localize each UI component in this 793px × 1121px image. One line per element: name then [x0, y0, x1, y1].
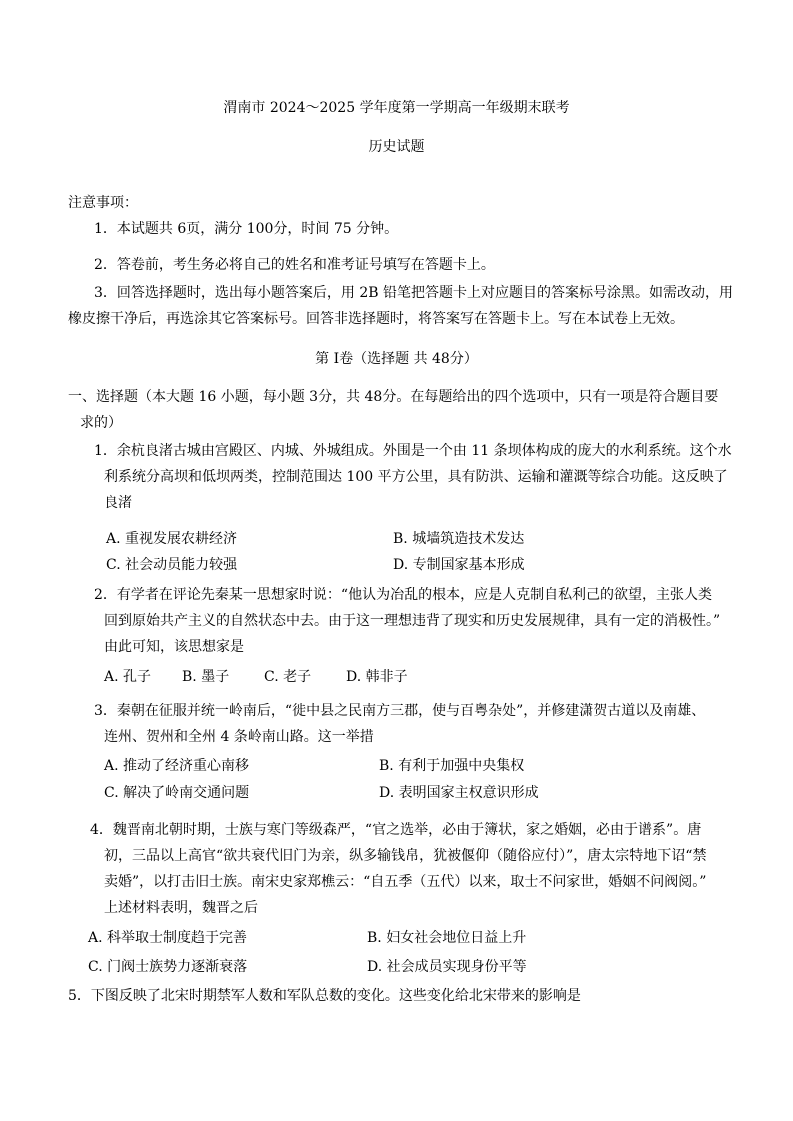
- exam-title: 渭南市 2024～2025 学年度第一学期高一年级期末联考: [223, 100, 570, 116]
- q1-option-c: C. 社会动员能力较强: [106, 557, 238, 573]
- q3-option-c: C. 解决了岭南交通问题: [104, 785, 250, 801]
- q2-line-3: 由此可知，该思想家是: [104, 639, 244, 655]
- q1-option-b: B. 城墙筑造技术发达: [393, 531, 525, 547]
- q2-option-d: D. 韩非子: [346, 669, 408, 685]
- notice-item-2: 2．答卷前，考生务必将自己的姓名和准考证号填写在答题卡上。: [94, 257, 495, 273]
- q4-line-1: 4．魏晋南北朝时期，士族与寒门等级森严，“官之选举，必由于簿状，家之婚姻，必由于谱系”。唐: [90, 822, 702, 838]
- q2-line-1: 2．有学者在评论先秦某一思想家时说：“他认为冶乱的根本，应是人克制自私利己的欲望，主张人类: [94, 587, 713, 603]
- q3-option-d: D. 表明国家主权意识形成: [379, 785, 539, 801]
- q1-line-3: 良渚: [104, 495, 132, 511]
- q4-option-b: B. 妇女社会地位日益上升: [367, 930, 527, 946]
- q3-line-2: 连州、贺州和全州 4 条岭南山路。这一举措: [104, 729, 374, 745]
- q2-option-a: A. 孔子: [104, 669, 152, 685]
- q2-line-2: 回到原始共产主义的自然状态中去。由于这一理想违背了现实和历史发展规律，具有一定的消极性。”: [104, 613, 721, 629]
- q4-option-a: A. 科举取士制度趋于完善: [88, 930, 248, 946]
- notice-item-3-cont: 橡皮擦干净后，再选涂其它答案标号。回答非选择题时，将答案写在答题卡上。写在本试卷上无效。: [68, 311, 684, 327]
- notice-heading: 注意事项：: [68, 195, 138, 211]
- section-heading-cont: 求的）: [80, 415, 122, 431]
- q3-line-1: 3．秦朝在征服并统一岭南后，“徙中县之民南方三郡，使与百粤杂处”，并修建潇贺古道以及南雄、: [94, 703, 706, 719]
- q4-option-c: C. 门阀士族势力逐渐衰落: [88, 959, 248, 975]
- q1-option-d: D. 专制国家基本形成: [393, 557, 525, 573]
- q3-option-b: B. 有利于加强中央集权: [379, 758, 525, 774]
- part1-title: 第 I卷（选择题 共 48分）: [315, 351, 478, 367]
- q2-option-b: B. 墨子: [182, 669, 230, 685]
- q4-option-d: D. 社会成员实现身份平等: [367, 959, 527, 975]
- subject-title: 历史试题: [368, 139, 425, 155]
- q4-line-3: 卖婚”，以打击旧士族。南宋史家郑樵云：“自五季（五代）以来，取士不问家世，婚姻不问阀阅。”: [104, 874, 707, 890]
- q1-line-1: 1．余杭良渚古城由宫殿区、内城、外城组成。外围是一个由 11 条坝体构成的庞大的水利系统。这个水: [94, 443, 732, 459]
- q5-line-1: 5．下图反映了北宋时期禁军人数和军队总数的变化。这些变化给北宋带来的影响是: [68, 988, 581, 1004]
- q4-line-4: 上述材料表明，魏晋之后: [104, 900, 258, 916]
- q3-option-a: A. 推动了经济重心南移: [104, 758, 250, 774]
- q2-option-c: C. 老子: [264, 669, 312, 685]
- q1-line-2: 利系统分高坝和低坝两类，控制范围达 100 平方公里，具有防洪、运输和灌溉等综合功能。这反映了: [104, 469, 728, 485]
- notice-item-3: 3．回答选择题时，选出每小题答案后，用 2B 铅笔把答题卡上对应题目的答案标号涂黑。如需改动，用: [94, 285, 734, 301]
- section-heading: 一、选择题（本大题 16 小题，每小题 3分，共 48分。在每题给出的四个选项中，只有一项是符合题目要: [68, 389, 719, 405]
- notice-item-1: 1．本试题共 6页，满分 100分，时间 75 分钟。: [94, 221, 399, 237]
- q4-line-2: 初，三品以上高官“欲共衰代旧门为亲，纵多输钱帛，犹被偃仰（随俗应付）”，唐太宗特地下诏“禁: [104, 848, 707, 864]
- q1-option-a: A. 重视发展农耕经济: [106, 531, 238, 547]
